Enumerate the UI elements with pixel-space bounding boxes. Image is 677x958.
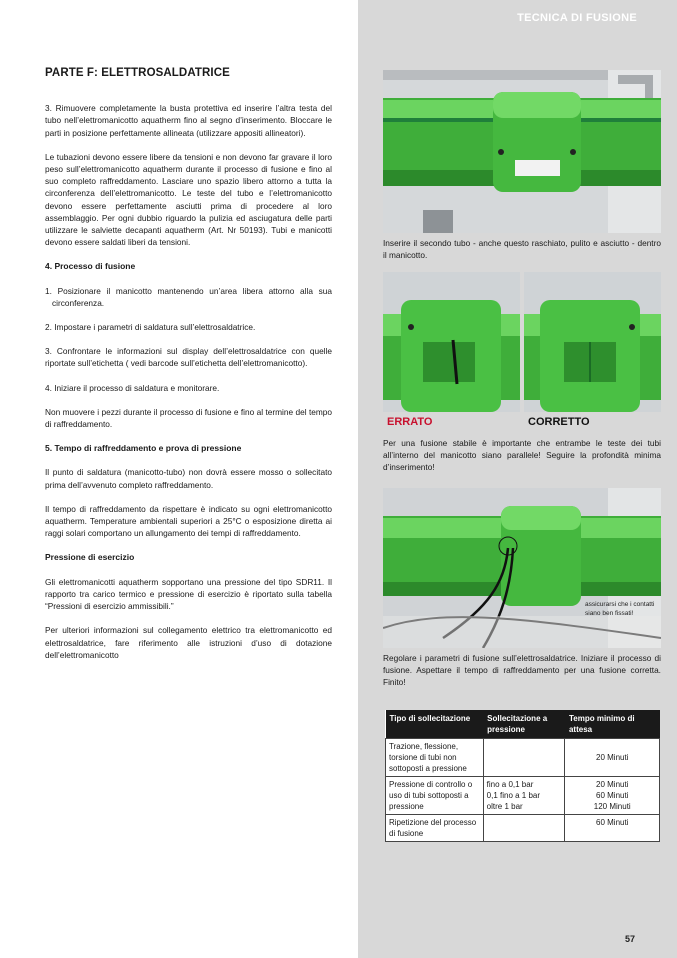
cell-type: Trazione, flessione, torsione di tubi non sottoposti a pressione (386, 739, 484, 777)
table-row (386, 777, 660, 815)
pressure-line: fino a 0,1 bar (486, 780, 534, 789)
time-line: 60 Minuti (596, 791, 629, 800)
paragraph-weld-point: Il punto di saldatura (manicotto-tubo) non dovrà essere mosso o sollecitato prima dell’avvenuto completo raffreddamento. (45, 467, 332, 490)
time-line: 20 Minuti (596, 780, 629, 789)
paragraph-tension-free: Le tubazioni devono essere libere da tensioni e non devono far gravare il loro peso sull’elettromanicotto aquatherm durante il processo di fusione e fino al suo completo raffreddamento. Lasciare uno spazio libero attorno a tutta la circonferenza dell’elettromanicotto. Le teste del tubo e l’elettromanicotto devono essere perfettamente asciutti prima di procedere al loro assemblaggio. Per ogni dubbio riguardo la pulizia ed asciugatura delle parti utilizzare le salviette decapanti aquatherm (Art. Nr 50193). Tubi e manicotti devono essere saldati liberi da tensioni. (45, 151, 332, 248)
cell-time: 20 Minuti (565, 739, 660, 777)
paragraph-further-info: Per ulteriori informazioni sul collegamento elettrico tra elettromanicotto ed elettrosaldatrice, fare riferimento alle istruzioni d’uso di dotazione dell’elettromanicotto (45, 625, 332, 660)
paragraph-do-not-move: Non muovere i pezzi durante il processo di fusione e fino al termine del tempo di raffreddamento. (45, 406, 332, 430)
pressure-line: 0,1 fino a 1 bar (486, 791, 541, 800)
photo-wrong-insertion (383, 272, 520, 412)
header-min-wait: Tempo minimo di attesa (565, 710, 660, 739)
cell-time (565, 777, 660, 815)
fusion-step-1: 1. Posizionare il manicotto mantenendo un’area libera attorno alla sua circonferenza. (45, 285, 332, 308)
cell-pressure (483, 777, 565, 815)
label-correct: CORRETTO (528, 416, 590, 428)
cell-pressure (483, 739, 565, 777)
photo-correct-insertion-image (524, 272, 661, 412)
table-row (386, 739, 660, 777)
photo-note-contacts: assicurarsi che i contatti siano ben fissati! (585, 601, 655, 617)
heading-fusion-process: 4. Processo di fusione (45, 261, 136, 272)
heading-cooling: 5. Tempo di raffreddamento e prova di pressione (45, 443, 242, 454)
page-number: 57 (624, 934, 635, 944)
photo-fusion-process (383, 488, 661, 648)
heading-operating-pressure: Pressione di esercizio (45, 552, 135, 563)
photo-correct-insertion (524, 272, 661, 412)
time-line: 120 Minuti (593, 802, 631, 811)
caption-inserting-pipe: Inserire il secondo tubo - anche questo raschiato, pulito e asciutto - dentro il manicotto. (383, 238, 661, 260)
photo-inserting-pipe-image (383, 70, 661, 233)
fusion-step-4: 4. Iniziare il processo di saldatura e monitorare. (45, 382, 220, 393)
waiting-time-table (385, 710, 660, 842)
photo-wrong-insertion-image (383, 272, 520, 412)
pressure-line: oltre 1 bar (486, 802, 523, 811)
header-stress-type: Tipo di sollecitazione (386, 710, 484, 739)
table-row (386, 815, 660, 842)
paragraph-cooling-time: Il tempo di raffreddamento da rispettare è indicato su ogni elettromanicotto aquatherm. Temperature ambientali superiori a 25°C o esposizione diretta ai raggi solari comportano un allungamento dei tempi di raffreddamento. (45, 503, 332, 539)
fusion-step-2: 2. Impostare i parametri di saldatura sull’elettrosaldatrice. (45, 322, 256, 333)
photo-inserting-pipe (383, 70, 661, 233)
paragraph-sdr11: Gli elettromanicotti aquatherm sopportano una pressione del tipo SDR11. Il rapporto tra carico termico e pressione di esercizio è riportato sulla tabella “Pressioni di esercizio ammissibili.” (45, 576, 332, 612)
caption-fusion-parameters: Regolare i parametri di fusione sull’elettrosaldatrice. Iniziare il processo di fusione. Aspettare il tempo di raffreddamento per una fusione corretta. Finito! (383, 653, 661, 687)
page-title: PARTE F: ELETTROSALDATRICE (45, 67, 230, 79)
photo-fusion-process-image (383, 488, 661, 648)
cell-type: Pressione di controllo o uso di tubi sottoposti a pressione (386, 777, 484, 815)
cell-type: Ripetizione del processo di fusione (386, 815, 484, 842)
paragraph-step3: 3. Rimuovere completamente la busta protettiva ed inserire l’altra testa del tubo nell’elettromanicotto aquatherm fino al segno d’inserimento. Bloccare le parti in posizione perfettamente allineata (utilizzare appositi allineatori). (45, 103, 332, 138)
table-header-row (386, 710, 660, 739)
section-heading: TECNICA DI FUSIONE (517, 12, 637, 24)
caption-parallel-heads: Per una fusione stabile è importante che entrambe le teste dei tubi all’interno del manicotto siano parallele! Seguire la profondità minima d’inserimento! (383, 438, 661, 472)
header-pressure-stress: Sollecitazione a pressione (483, 710, 565, 739)
cell-time: 60 Minuti (565, 815, 660, 842)
fusion-step-3: 3. Confrontare le informazioni sul display dell’elettrosaldatrice con quelle riportate sull’etichetta ( vedi barcode sull’etichetta dell’elettromanicotto). (45, 346, 332, 369)
cell-pressure (483, 815, 565, 842)
label-wrong: ERRATO (387, 416, 433, 428)
text-column (45, 67, 332, 673)
